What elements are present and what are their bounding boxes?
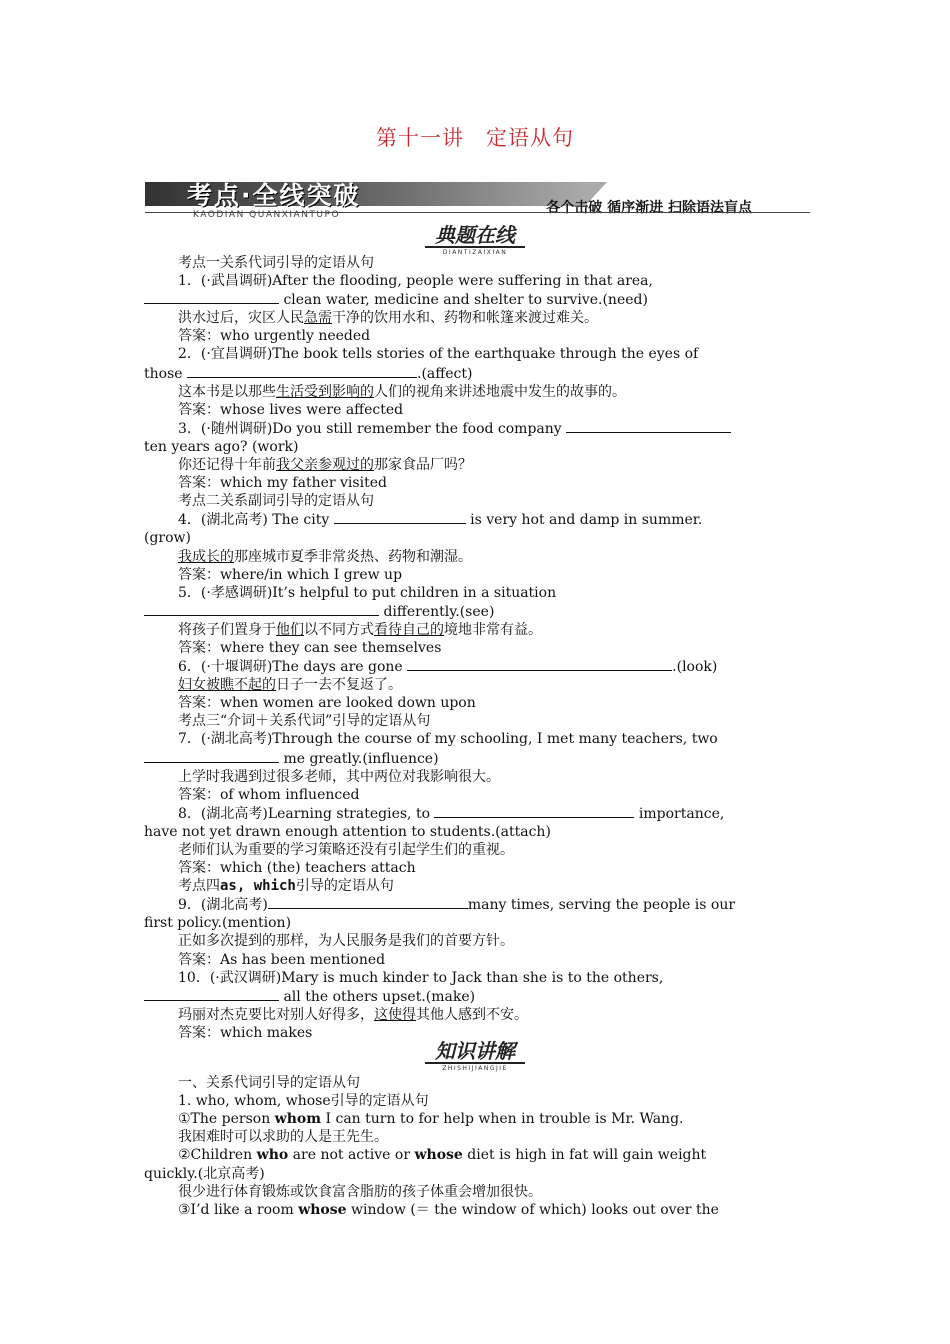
example-2-line2: quickly.(北京高考) — [144, 1165, 265, 1182]
example-1: ①The person whom I can turn to for help when in trouble is Mr. Wang. — [178, 1111, 684, 1128]
underlined-phrase: 这使得 — [374, 1006, 416, 1023]
question-7-line: 7．(·湖北高考)Through the course of my schooling, I met many teachers, two — [178, 731, 718, 748]
translation: 洪水过后，灾区人民急需干净的饮用水和、药物和帐篷来渡过难关。 — [178, 310, 598, 327]
answer: 答案：of whom influenced — [178, 786, 360, 803]
page-title: 第十一讲 定语从句 — [376, 126, 574, 150]
question-3-line2: ten years ago? (work) — [144, 438, 299, 455]
question-1-line: 1．(·武昌调研)After the flooding, people were suffering in that area, — [178, 273, 653, 290]
underlined-phrase: 我成长的 — [178, 548, 234, 565]
answer: 答案：whose lives were affected — [178, 401, 404, 418]
question-9-line2: first policy.(mention) — [144, 915, 292, 932]
document-body — [144, 254, 806, 1219]
answer-blank — [434, 804, 634, 818]
banner-tagline: 各个击破 循序渐进 扫除语法盲点 — [546, 200, 752, 216]
answer-blank — [144, 602, 379, 616]
answer-blank — [144, 749, 279, 763]
answer-blank — [144, 290, 279, 304]
example-2: ②Children who are not active or whose diet is high in fat will gain weight — [178, 1147, 707, 1164]
translation: 我成长的那座城市夏季非常炎热、药物和潮湿。 — [178, 548, 472, 565]
question-4-line: 4．(湖北高考) The city is very hot and damp in summer. — [178, 512, 703, 529]
example-2-translation: 很少进行体育锻炼或饮食富含脂肪的孩子体重会增加很快。 — [178, 1183, 542, 1200]
badge-word: 典题在线 — [425, 224, 525, 248]
question-6-line: 6．(·十堰调研)The days are gone .(look) — [178, 659, 718, 676]
question-2-line: 2．(·宜昌调研)The book tells stories of the earthquake through the eyes of — [178, 346, 699, 363]
underlined-phrase: 我父亲参观过的 — [276, 457, 374, 474]
answer: 答案：where/in which I grew up — [178, 566, 403, 583]
question-5-line2: differently.(see) — [144, 602, 806, 621]
translation: 正如多次提到的那样，为人民服务是我们的首要方针。 — [178, 933, 514, 950]
section-heading: 考点一关系代词引导的定语从句 — [178, 255, 374, 271]
answer-blank — [334, 510, 466, 524]
translation: 玛丽对杰克要比对别人好得多，这使得其他人感到不安。 — [178, 1006, 528, 1023]
question-10-line: 10．(·武汉调研)Mary is much kinder to Jack than she is to the others, — [178, 969, 664, 986]
answer: 答案：As has been mentioned — [178, 951, 386, 968]
question-10-line2: all the others upset.(make) — [144, 987, 806, 1006]
question-text: clean water, medicine and shelter to survive.(need) — [283, 292, 648, 309]
badge-dianti — [0, 224, 950, 256]
section-banner — [145, 178, 810, 228]
translation: 妇女被瞧不起的日子一去不复返了。 — [178, 677, 402, 694]
subsection-heading: 1. who, whom, whose引导的定语从句 — [178, 1093, 429, 1110]
underlined-phrase: 生活受到影响的 — [276, 383, 374, 400]
underlined-phrase: 妇女被瞧不起的 — [178, 677, 276, 694]
banner-pinyin: KAODIAN QUANXIANTUPO — [193, 210, 341, 220]
question-9-line: 9．(湖北高考) many times, serving the people is our — [178, 897, 736, 914]
question-2-line2: those .(affect) — [144, 365, 473, 382]
banner-rule — [145, 212, 810, 213]
badge-word: 知识讲解 — [425, 1040, 525, 1064]
answer: 答案：where they can see themselves — [178, 639, 442, 656]
translation: 将孩子们置身于他们以不同方式看待自己的境地非常有益。 — [178, 621, 542, 638]
answer: 答案：when women are looked down upon — [178, 695, 476, 712]
badge-pinyin: DIANTIZAIXIAN — [442, 249, 508, 256]
badge-pinyin: ZHISHIJIANGJIE — [442, 1065, 508, 1072]
underlined-phrase: 急需 — [304, 310, 332, 327]
translation: 上学时我遇到过很多老师，其中两位对我影响很大。 — [178, 768, 500, 785]
translation: 这本书是以那些生活受到影响的人们的视角来讲述地震中发生的故事的。 — [178, 383, 626, 400]
answer-blank — [566, 419, 731, 433]
underlined-phrase: 看待自己的 — [374, 621, 444, 638]
answer: 答案：which makes — [178, 1024, 313, 1041]
example-1-translation: 我困难时可以求助的人是王先生。 — [178, 1129, 388, 1146]
question-5-line: 5．(·孝感调研)It’s helpful to put children in a situation — [178, 584, 557, 601]
answer-blank — [144, 987, 279, 1001]
question-8-line: 8．(湖北高考)Learning strategies, to importance, — [178, 805, 725, 822]
question-3-line: 3．(·随州调研)Do you still remember the food company — [144, 419, 806, 438]
translation: 你还记得十年前我父亲参观过的那家食品厂吗？ — [178, 457, 472, 474]
question-7-line2: me greatly.(influence) — [144, 749, 806, 768]
answer: 答案：which (the) teachers attach — [178, 860, 416, 877]
example-3: ③I’d like a room whose window (＝ the window of which) looks out over the — [178, 1201, 719, 1218]
answer-blank — [407, 657, 672, 671]
question-1-line2 — [144, 290, 806, 309]
answer: 答案：who urgently needed — [178, 328, 371, 345]
answer-blank — [187, 364, 417, 378]
banner-heading: 考点·全线突破 — [187, 181, 361, 210]
section-heading: 考点二关系副词引导的定语从句 — [178, 493, 374, 510]
badge-spacer — [144, 1042, 806, 1074]
answer-blank — [268, 895, 468, 909]
translation: 老师们认为重要的学习策略还没有引起学生们的重视。 — [178, 842, 514, 858]
underlined-phrase: 他们 — [276, 621, 304, 638]
section-heading: 一、关系代词引导的定语从句 — [178, 1075, 360, 1092]
question-8-line2: have not yet drawn enough attention to students.(attach) — [144, 823, 551, 840]
question-4-line2: (grow) — [144, 530, 191, 547]
answer: 答案：which my father visited — [178, 475, 387, 492]
section-heading: 考点四as, which引导的定语从句 — [178, 878, 394, 895]
section-heading: 考点三“介词＋关系代词”引导的定语从句 — [178, 713, 431, 730]
